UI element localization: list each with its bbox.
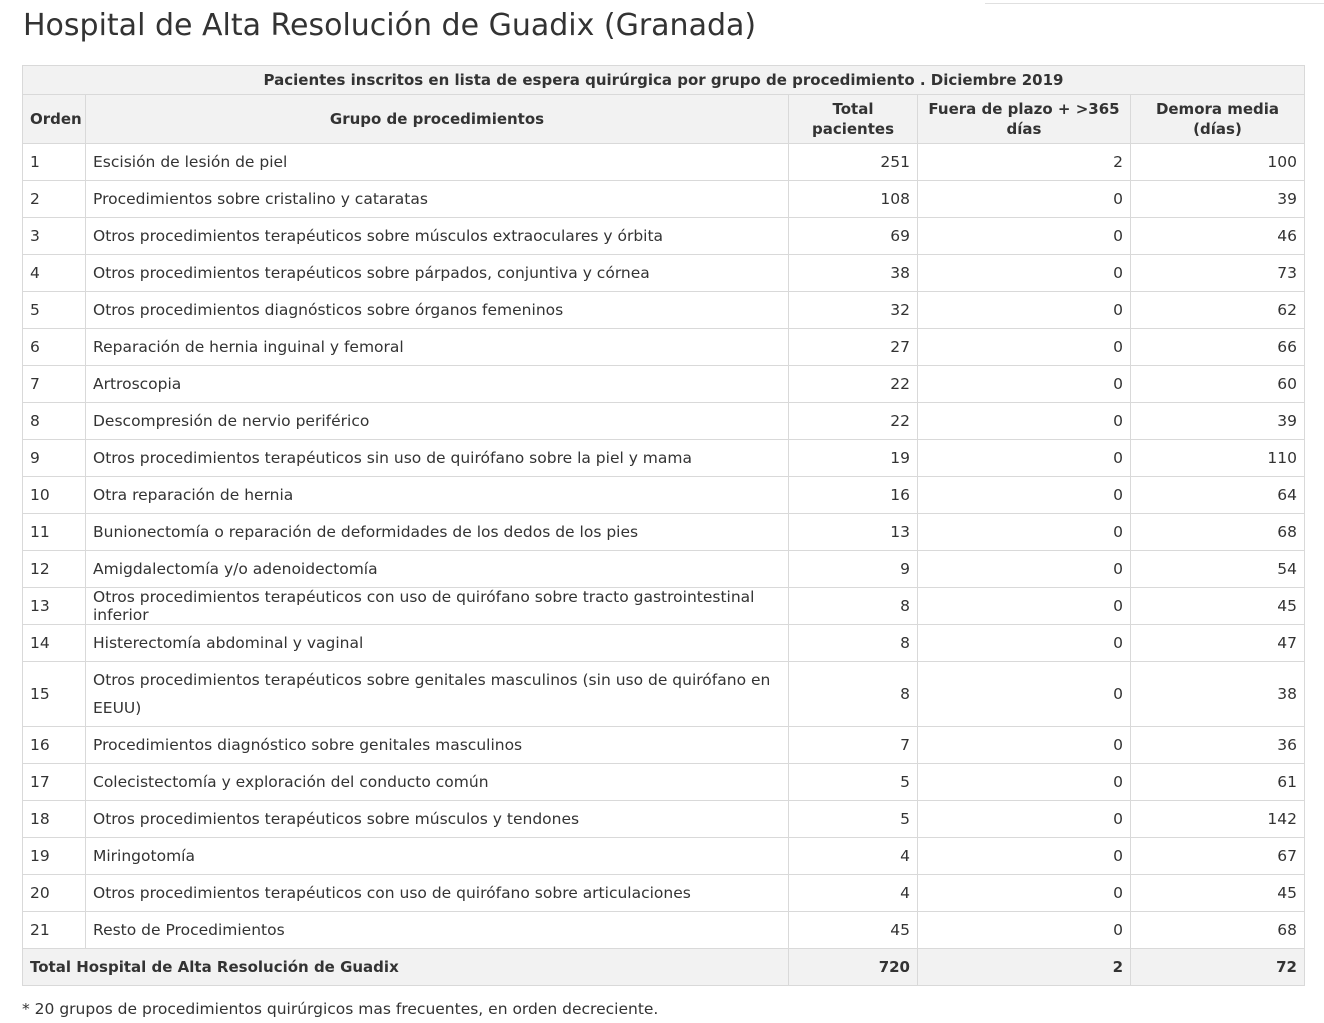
- cell-fuera-plazo: 0: [918, 403, 1131, 440]
- cell-fuera-plazo: 0: [918, 440, 1131, 477]
- table-row: [23, 403, 1305, 440]
- cell-fuera-plazo: 0: [918, 588, 1131, 625]
- table-row: [23, 255, 1305, 292]
- cell-fuera-plazo: 0: [918, 329, 1131, 366]
- cell-demora: 61: [1131, 764, 1305, 801]
- cell-demora: 66: [1131, 329, 1305, 366]
- table-row: [23, 440, 1305, 477]
- cell-grupo: Resto de Procedimientos: [86, 912, 789, 949]
- cell-orden: 12: [23, 551, 86, 588]
- cell-grupo: Otros procedimientos terapéuticos sin uso de quirófano sobre la piel y mama: [86, 440, 789, 477]
- table-row: [23, 218, 1305, 255]
- cell-orden: 10: [23, 477, 86, 514]
- cell-fuera-plazo: 0: [918, 801, 1131, 838]
- cell-fuera-plazo: 0: [918, 625, 1131, 662]
- table-row: [23, 181, 1305, 218]
- cell-total: 4: [789, 838, 918, 875]
- table-row: [23, 662, 1305, 727]
- cell-fuera-plazo: 0: [918, 181, 1131, 218]
- table-row: [23, 625, 1305, 662]
- cell-demora: 64: [1131, 477, 1305, 514]
- cell-grupo: Otros procedimientos diagnósticos sobre órganos femeninos: [86, 292, 789, 329]
- cell-orden: 7: [23, 366, 86, 403]
- cell-demora: 39: [1131, 403, 1305, 440]
- header-fuera-plazo: Fuera de plazo + >365 días: [918, 95, 1131, 144]
- cell-demora: 45: [1131, 875, 1305, 912]
- cell-orden: 14: [23, 625, 86, 662]
- cell-demora: 67: [1131, 838, 1305, 875]
- page-title: Hospital de Alta Resolución de Guadix (Granada): [23, 8, 757, 43]
- cell-demora: 68: [1131, 514, 1305, 551]
- cell-grupo: Otros procedimientos terapéuticos sobre músculos y tendones: [86, 801, 789, 838]
- cell-total: 5: [789, 801, 918, 838]
- footnote: * 20 grupos de procedimientos quirúrgicos mas frecuentes, en orden decreciente.: [22, 1000, 659, 1018]
- cell-fuera-plazo: 0: [918, 912, 1131, 949]
- table-row: [23, 727, 1305, 764]
- cell-orden: 13: [23, 588, 86, 625]
- total-pacientes: 720: [789, 949, 918, 986]
- cell-fuera-plazo: 0: [918, 255, 1131, 292]
- cell-orden: 1: [23, 144, 86, 181]
- cell-fuera-plazo: 0: [918, 662, 1131, 727]
- cell-total: 22: [789, 366, 918, 403]
- cell-total: 4: [789, 875, 918, 912]
- cell-grupo: Otros procedimientos terapéuticos sobre párpados, conjuntiva y córnea: [86, 255, 789, 292]
- cell-fuera-plazo: 0: [918, 366, 1131, 403]
- cell-orden: 20: [23, 875, 86, 912]
- header-grupo: Grupo de procedimientos: [86, 95, 789, 144]
- cell-demora: 46: [1131, 218, 1305, 255]
- table-body: [23, 144, 1305, 949]
- cell-total: 19: [789, 440, 918, 477]
- cell-demora: 45: [1131, 588, 1305, 625]
- cell-grupo: Miringotomía: [86, 838, 789, 875]
- cell-total: 5: [789, 764, 918, 801]
- total-label: Total Hospital de Alta Resolución de Guadix: [23, 949, 789, 986]
- cell-total: 251: [789, 144, 918, 181]
- cell-grupo: Otros procedimientos terapéuticos sobre genitales masculinos (sin uso de quirófano en EEUU): [86, 662, 789, 727]
- cell-fuera-plazo: 0: [918, 764, 1131, 801]
- total-row: [23, 949, 1305, 986]
- cell-orden: 3: [23, 218, 86, 255]
- cell-total: 8: [789, 588, 918, 625]
- cell-grupo: Histerectomía abdominal y vaginal: [86, 625, 789, 662]
- cell-total: 108: [789, 181, 918, 218]
- cell-demora: 38: [1131, 662, 1305, 727]
- cell-fuera-plazo: 0: [918, 551, 1131, 588]
- cell-total: 13: [789, 514, 918, 551]
- cell-fuera-plazo: 0: [918, 727, 1131, 764]
- cell-demora: 100: [1131, 144, 1305, 181]
- cell-orden: 8: [23, 403, 86, 440]
- table-row: [23, 875, 1305, 912]
- header-demora: Demora media (días): [1131, 95, 1305, 144]
- table-row: [23, 588, 1305, 625]
- table-caption: Pacientes inscritos en lista de espera quirúrgica por grupo de procedimiento . Diciembre 2019: [23, 66, 1305, 95]
- cell-demora: 68: [1131, 912, 1305, 949]
- cell-total: 8: [789, 662, 918, 727]
- cell-orden: 4: [23, 255, 86, 292]
- cell-total: 22: [789, 403, 918, 440]
- cell-grupo: Otros procedimientos terapéuticos sobre músculos extraoculares y órbita: [86, 218, 789, 255]
- table-row: [23, 551, 1305, 588]
- cell-orden: 21: [23, 912, 86, 949]
- cell-total: 8: [789, 625, 918, 662]
- cell-grupo: Otra reparación de hernia: [86, 477, 789, 514]
- cell-orden: 9: [23, 440, 86, 477]
- cell-demora: 39: [1131, 181, 1305, 218]
- cell-total: 38: [789, 255, 918, 292]
- table-row: [23, 477, 1305, 514]
- cell-orden: 19: [23, 838, 86, 875]
- total-demora: 72: [1131, 949, 1305, 986]
- table-row: [23, 838, 1305, 875]
- table-row: [23, 292, 1305, 329]
- header-orden: Orden: [23, 95, 86, 144]
- cell-grupo: Bunionectomía o reparación de deformidades de los dedos de los pies: [86, 514, 789, 551]
- cell-total: 45: [789, 912, 918, 949]
- cell-grupo: Procedimientos sobre cristalino y cataratas: [86, 181, 789, 218]
- cell-orden: 2: [23, 181, 86, 218]
- cell-orden: 15: [23, 662, 86, 727]
- table-row: [23, 514, 1305, 551]
- top-divider: [985, 3, 1324, 4]
- cell-fuera-plazo: 0: [918, 477, 1131, 514]
- cell-total: 32: [789, 292, 918, 329]
- table-row: [23, 801, 1305, 838]
- cell-fuera-plazo: 0: [918, 838, 1131, 875]
- cell-demora: 36: [1131, 727, 1305, 764]
- cell-fuera-plazo: 2: [918, 144, 1131, 181]
- cell-demora: 54: [1131, 551, 1305, 588]
- cell-grupo: Otros procedimientos terapéuticos con uso de quirófano sobre tracto gastrointestinal inferior: [86, 588, 789, 625]
- cell-demora: 60: [1131, 366, 1305, 403]
- total-fuera-plazo: 2: [918, 949, 1131, 986]
- header-total: Total pacientes: [789, 95, 918, 144]
- table-row: [23, 144, 1305, 181]
- cell-demora: 62: [1131, 292, 1305, 329]
- table-row: [23, 366, 1305, 403]
- cell-demora: 110: [1131, 440, 1305, 477]
- cell-grupo: Colecistectomía y exploración del conducto común: [86, 764, 789, 801]
- cell-grupo: Procedimientos diagnóstico sobre genitales masculinos: [86, 727, 789, 764]
- cell-orden: 18: [23, 801, 86, 838]
- cell-total: 69: [789, 218, 918, 255]
- cell-demora: 73: [1131, 255, 1305, 292]
- cell-demora: 47: [1131, 625, 1305, 662]
- cell-orden: 11: [23, 514, 86, 551]
- cell-total: 27: [789, 329, 918, 366]
- cell-total: 9: [789, 551, 918, 588]
- cell-fuera-plazo: 0: [918, 875, 1131, 912]
- cell-grupo: Escisión de lesión de piel: [86, 144, 789, 181]
- table-row: [23, 764, 1305, 801]
- table-row: [23, 912, 1305, 949]
- cell-fuera-plazo: 0: [918, 218, 1131, 255]
- cell-grupo: Artroscopia: [86, 366, 789, 403]
- cell-orden: 5: [23, 292, 86, 329]
- cell-grupo: Reparación de hernia inguinal y femoral: [86, 329, 789, 366]
- table-row: [23, 329, 1305, 366]
- cell-orden: 6: [23, 329, 86, 366]
- cell-grupo: Descompresión de nervio periférico: [86, 403, 789, 440]
- cell-total: 7: [789, 727, 918, 764]
- waiting-list-table: [22, 65, 1305, 986]
- cell-grupo: Amigdalectomía y/o adenoidectomía: [86, 551, 789, 588]
- cell-fuera-plazo: 0: [918, 514, 1131, 551]
- cell-total: 16: [789, 477, 918, 514]
- cell-grupo: Otros procedimientos terapéuticos con uso de quirófano sobre articulaciones: [86, 875, 789, 912]
- cell-orden: 17: [23, 764, 86, 801]
- cell-orden: 16: [23, 727, 86, 764]
- cell-fuera-plazo: 0: [918, 292, 1131, 329]
- cell-demora: 142: [1131, 801, 1305, 838]
